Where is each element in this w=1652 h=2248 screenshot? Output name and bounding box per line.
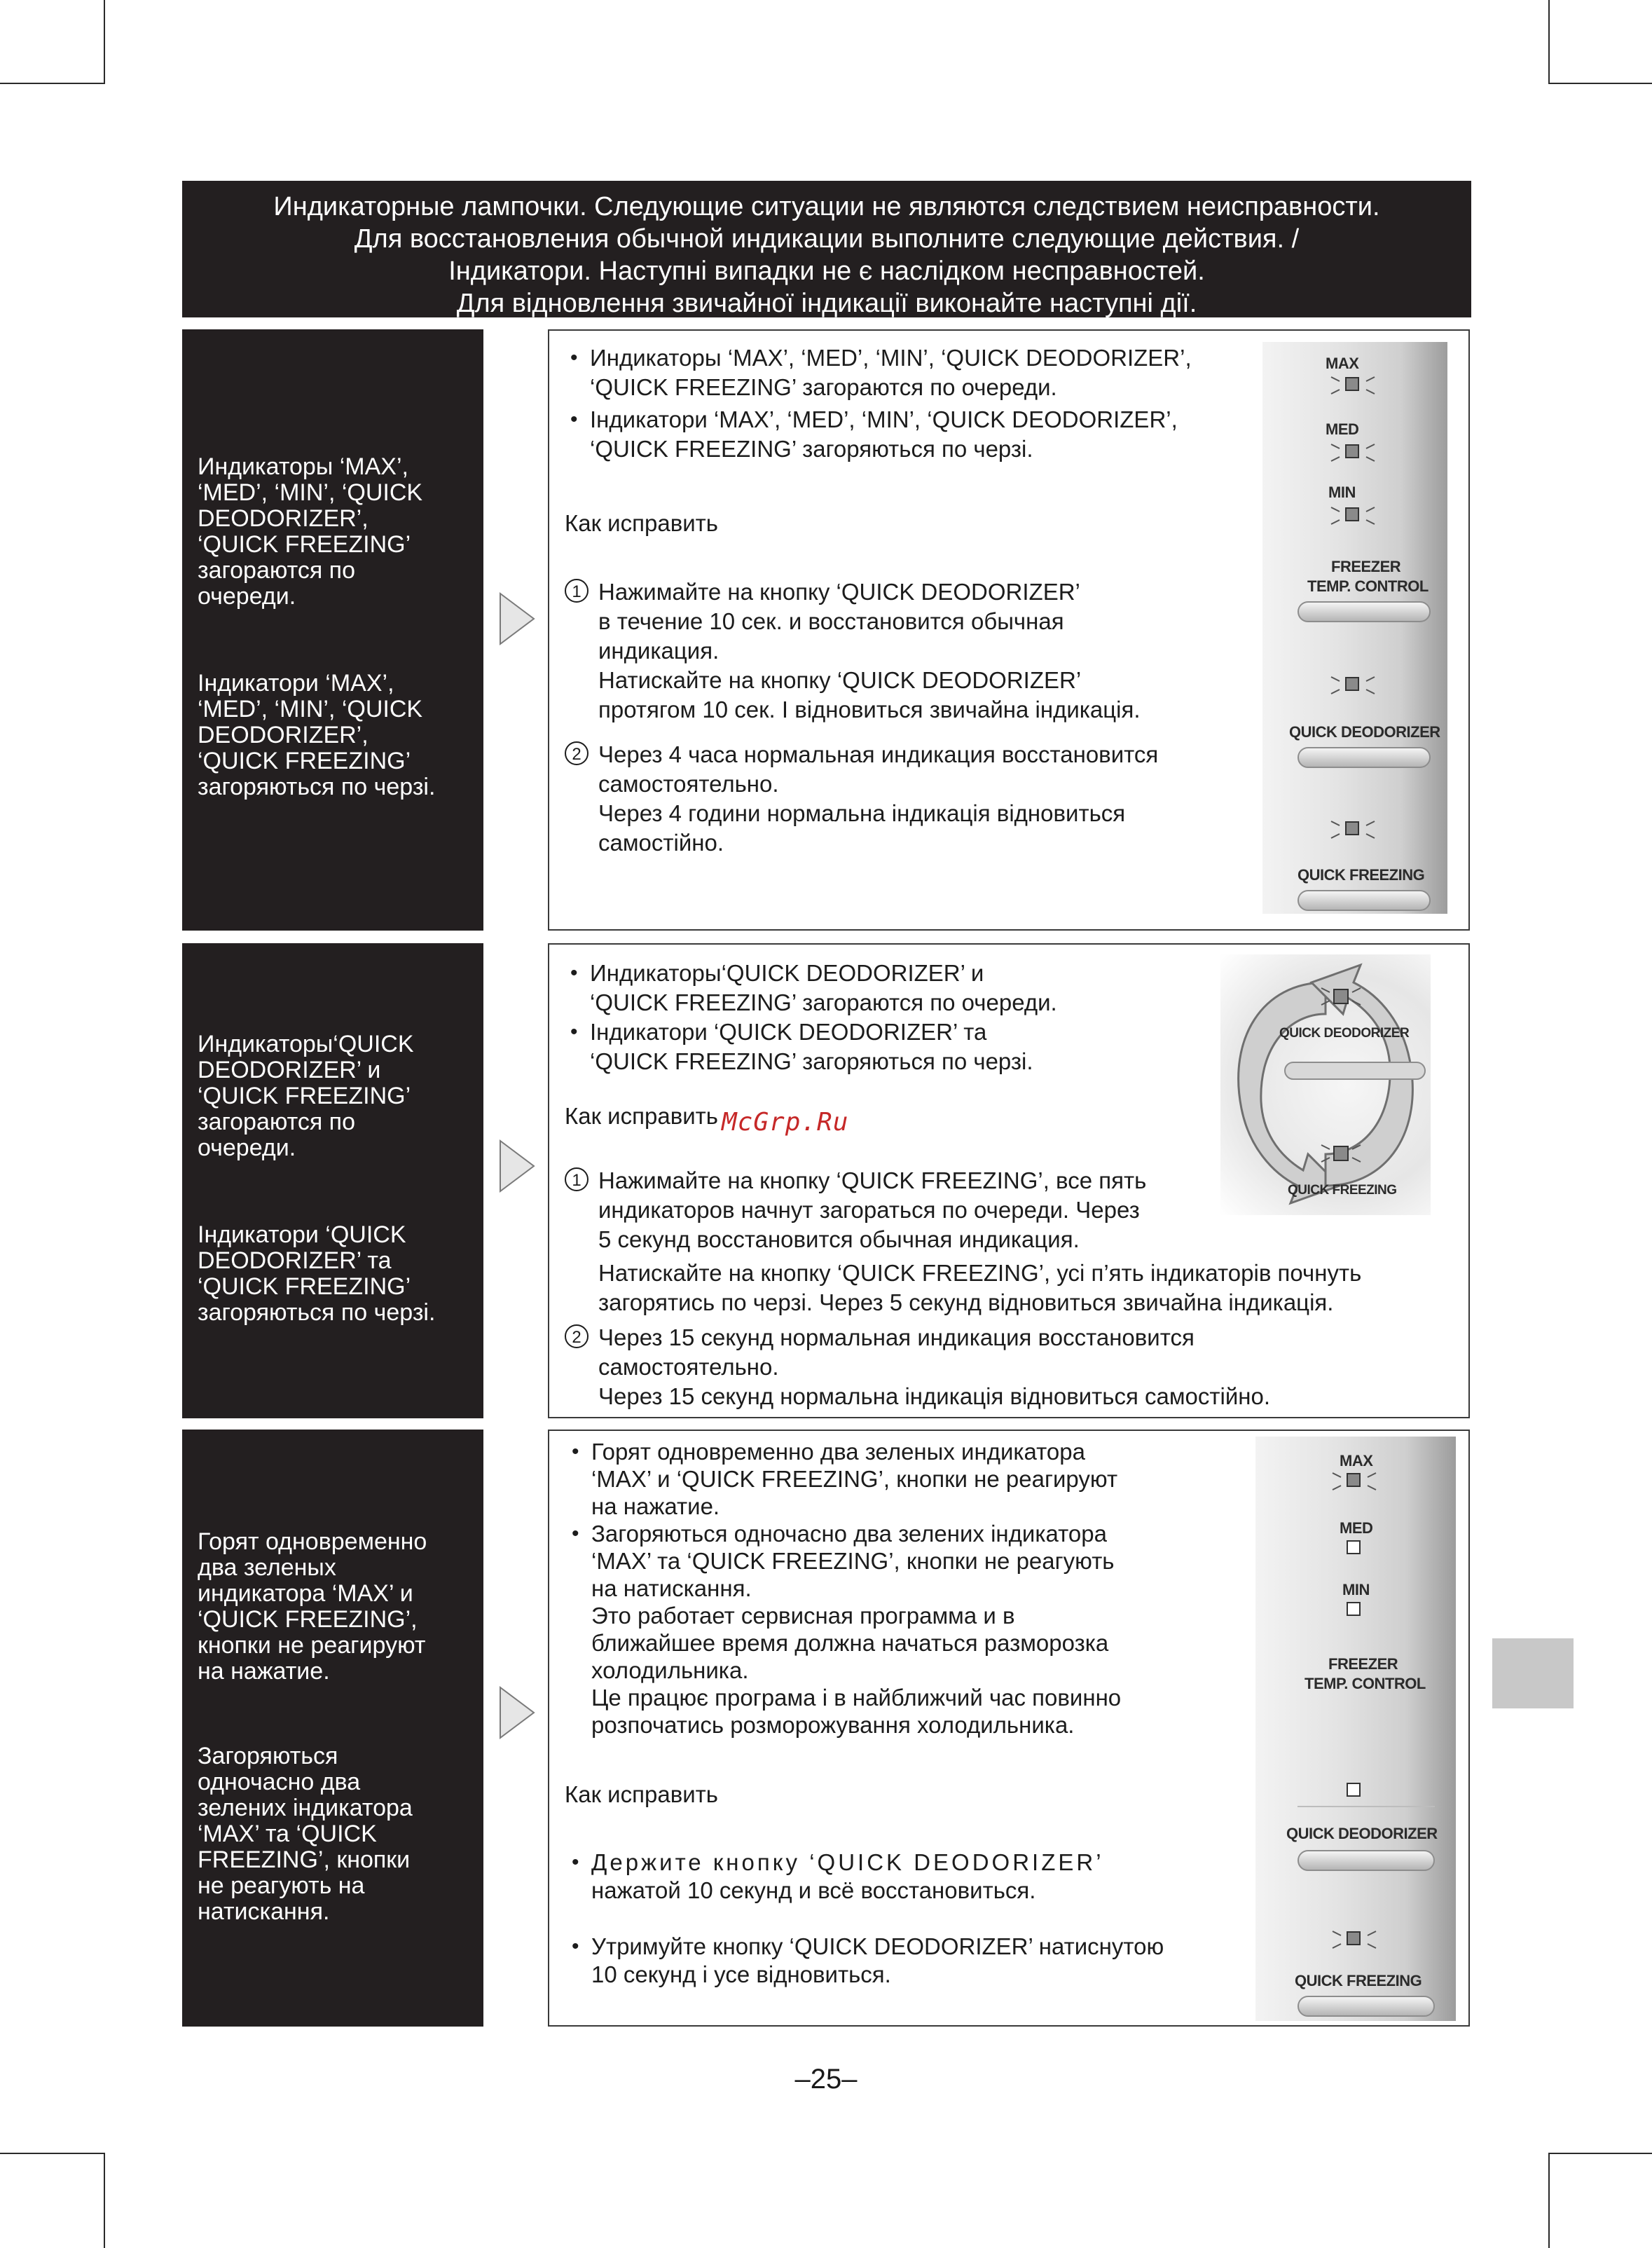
bullet-ru (590, 343, 1192, 402)
text-line: • Індикатори ‘MAX’, ‘MED’, ‘MIN’, ‘QUICK DEODORIZER’, (590, 405, 1178, 434)
led-glow-icon (1255, 1437, 1456, 2021)
text-line: 10 секунд і усе відновиться. (591, 1961, 891, 1987)
step-2 (572, 1323, 1271, 1411)
symptom-uk-line: ‘MAX’ та ‘QUICK (198, 1821, 377, 1847)
symptom-uk-line: ‘QUICK FREEZING’ (198, 748, 411, 774)
symptom-uk-line: DEODORIZER’, (198, 722, 369, 748)
text-line: Це працює програма і в найближчий час повинно (591, 1685, 1122, 1711)
crop-mark (0, 2153, 105, 2154)
label-med: MED (1340, 1519, 1373, 1537)
text-line: • Индикаторы‘QUICK DEODORIZER’ и (590, 959, 1057, 988)
page-number: –25– (794, 2064, 858, 2095)
text-line: холодильника. (591, 1657, 749, 1683)
bullet-ru (591, 1438, 1117, 1520)
symptom-uk-line: DEODORIZER’ та (198, 1247, 392, 1274)
symptom-ru-line: кнопки не реагируют (198, 1632, 426, 1659)
text-line: на натискання. (591, 1575, 752, 1601)
symptom-uk-line: FREEZING’, кнопки (198, 1846, 411, 1873)
crop-mark (1548, 2153, 1652, 2154)
label-quick-freezing: QUICK FREEZING (1295, 1972, 1422, 1989)
text-line: на нажатие. (591, 1493, 720, 1519)
fix-label: Как исправить (565, 1103, 718, 1129)
text-line: индикация. (598, 638, 720, 664)
symptom-ru-line: два зеленых (198, 1554, 336, 1581)
control-panel-illustration (1255, 1437, 1456, 2021)
text-line: • Утримуйте кнопку ‘QUICK DEODORIZER’ натиснутою (591, 1933, 1164, 1961)
fix-uk (591, 1933, 1164, 1989)
arrow-right-icon (499, 592, 535, 645)
step-number: 1 (565, 1167, 588, 1191)
symptom-ru-line: ‘MED’, ‘MIN’, ‘QUICK (198, 479, 423, 506)
text-line: ‘QUICK FREEZING’ загораются по очереди. (590, 989, 1057, 1015)
text-line: ‘MAX’ та ‘QUICK FREEZING’, кнопки не реагують (591, 1548, 1115, 1574)
label-max: MAX (1326, 355, 1359, 372)
text-line: протягом 10 сек. І відновиться звичайна індикація. (598, 697, 1141, 722)
page-header (182, 181, 1471, 317)
step-2 (572, 740, 1159, 858)
section3-symptom (182, 1430, 483, 2027)
bullet-uk (590, 1017, 1033, 1076)
section1-solution (548, 329, 1470, 931)
header-line: Индикаторные лампочки. Следующие ситуации не являются следствием неисправности. (273, 192, 1380, 221)
fix-ru (591, 1849, 1104, 1905)
bullet-uk (590, 405, 1178, 464)
symptom-ru-line: Индикаторы ‘MAX’, (198, 453, 408, 480)
label-temp-control: TEMP. CONTROL (1307, 577, 1429, 595)
crop-mark (1548, 83, 1652, 84)
label-min: MIN (1328, 484, 1356, 501)
label-freezer: FREEZER (1331, 558, 1401, 575)
control-panel-illustration (1262, 342, 1447, 914)
symptom-ru-line: Индикаторы‘QUICK (198, 1031, 414, 1057)
symptom-ru-line: Горят одновременно (198, 1528, 427, 1555)
step-1 (572, 577, 1141, 725)
text-line: Нажимайте на кнопку ‘QUICK FREEZING’, все пять (598, 1167, 1147, 1193)
symptom-uk-line: загоряються по черзі. (198, 774, 436, 800)
text-line: • Загоряються одночасно два зелених індикатора (591, 1520, 1121, 1547)
symptom-uk-line: Індикатори ‘MAX’, (198, 670, 394, 697)
bullet-ru (590, 959, 1057, 1017)
led-glow-icon (1262, 342, 1447, 914)
text-line: самостоятельно. (598, 1354, 779, 1380)
symptom-uk-line: не реагують на (198, 1872, 365, 1899)
text-line: ‘QUICK FREEZING’ загораются по очереди. (590, 374, 1057, 400)
text-line: ‘MAX’ и ‘QUICK FREEZING’, кнопки не реагируют (591, 1466, 1118, 1492)
fix-label: Как исправить (565, 510, 718, 536)
label-quick-deodorizer: QUICK DEODORIZER (1279, 1026, 1410, 1041)
header-line: Для відновлення звичайної індикації виконайте наступні дії. (456, 289, 1197, 318)
text-line: • Горят одновременно два зеленых индикатора (591, 1438, 1117, 1465)
symptom-ru-line: загораются по (198, 557, 356, 584)
text-line: розпочатись розморожування холодильника. (591, 1712, 1075, 1738)
text-line: Это работает сервисная программа и в (591, 1603, 1015, 1629)
bullet-uk (591, 1520, 1121, 1739)
text-line: • Індикатори ‘QUICK DEODORIZER’ та (590, 1017, 1033, 1047)
label-quick-freezing: QUICK FREEZING (1288, 1183, 1397, 1198)
text-line: Нажимайте на кнопку ‘QUICK DEODORIZER’ (598, 579, 1080, 605)
section3-solution (548, 1430, 1470, 2027)
watermark: McGrp.Ru (722, 1108, 849, 1137)
text-line: 5 секунд восстановится обычная индикация. (598, 1226, 1080, 1252)
symptom-ru-line: ‘QUICK FREEZING’ (198, 531, 411, 558)
symptom-ru-line: загораются по (198, 1109, 356, 1135)
alternating-indicators-illustration (1220, 954, 1431, 1215)
text-line: • Индикаторы ‘MAX’, ‘MED’, ‘MIN’, ‘QUICK DEODORIZER’, (590, 343, 1192, 373)
arrow-right-icon (499, 1139, 535, 1193)
crop-mark (1548, 2153, 1550, 2248)
text-line: Натискайте на кнопку ‘QUICK FREEZING’, усі п’ять індикаторів почнуть (598, 1260, 1362, 1286)
label-max: MAX (1340, 1452, 1373, 1469)
symptom-ru-line: очереди. (198, 583, 296, 610)
text-line: самостоятельно. (598, 771, 779, 797)
symptom-ru-line: ‘QUICK FREEZING’, (198, 1606, 418, 1633)
section2-solution (548, 943, 1470, 1418)
step-number: 2 (565, 1324, 588, 1348)
text-line: самостійно. (598, 830, 724, 856)
text-line: нажатой 10 секунд и всё восстановиться. (591, 1877, 1036, 1903)
symptom-uk-line: загоряються по черзі. (198, 1299, 436, 1326)
text-line: Через 4 години нормальна індикація відновиться (598, 800, 1126, 826)
text-line: Через 15 секунд нормальная индикация восстановится (598, 1324, 1195, 1350)
symptom-ru-line: на нажатие. (198, 1658, 330, 1685)
label-med: MED (1326, 420, 1359, 438)
text-line: ‘QUICK FREEZING’ загоряються по черзі. (590, 436, 1033, 462)
text-line: ‘QUICK FREEZING’ загоряються по черзі. (590, 1048, 1033, 1074)
step-number: 2 (565, 741, 588, 765)
symptom-ru-line: DEODORIZER’, (198, 505, 369, 532)
text-line: Через 4 часа нормальная индикация восстановится (598, 741, 1159, 767)
crop-mark (104, 0, 105, 84)
label-quick-deodorizer: QUICK DEODORIZER (1289, 723, 1440, 741)
crop-mark (1548, 0, 1550, 84)
crop-mark (104, 2153, 105, 2248)
text-line: Через 15 секунд нормальна індикація відновиться самостійно. (598, 1383, 1271, 1409)
symptom-uk-line: одночасно два (198, 1769, 361, 1795)
text-line: загорятись по черзі. Через 5 секунд відновиться звичайна індикація. (598, 1289, 1334, 1315)
text-line: в течение 10 сек. и восстановится обычная (598, 608, 1064, 634)
step-number: 1 (565, 579, 588, 603)
crop-mark (0, 83, 105, 84)
fix-label: Как исправить (565, 1781, 718, 1807)
symptom-uk-line: зелених індикатора (198, 1795, 413, 1821)
symptom-ru-line: индикатора ‘MAX’ и (198, 1580, 413, 1607)
label-min: MIN (1342, 1581, 1370, 1598)
label-freezer: FREEZER (1328, 1655, 1398, 1673)
symptom-uk-line: Індикатори ‘QUICK (198, 1221, 406, 1248)
header-line: Для восстановления обычной индикации выполните следующие действия. / (354, 224, 1300, 254)
text-line: Натискайте на кнопку ‘QUICK DEODORIZER’ (598, 667, 1082, 693)
symptom-ru-line: DEODORIZER’ и (198, 1057, 381, 1083)
label-quick-deodorizer: QUICK DEODORIZER (1286, 1825, 1438, 1842)
symptom-uk-line: натискання. (198, 1898, 330, 1925)
chapter-tab (1492, 1638, 1574, 1708)
text-line: • Держите кнопку ‘QUICK DEODORIZER’ (591, 1849, 1104, 1877)
rotate-arrows-icon (1220, 954, 1431, 1215)
symptom-uk-line: ‘QUICK FREEZING’ (198, 1273, 411, 1300)
section1-symptom (182, 329, 483, 931)
text-line: ближайшее время должна начаться разморозка (591, 1630, 1109, 1656)
header-line: Індикатори. Наступні випадки не є наслідком несправностей. (448, 256, 1205, 286)
label-temp-control: TEMP. CONTROL (1305, 1675, 1426, 1692)
symptom-ru-line: очереди. (198, 1135, 296, 1161)
symptom-ru-line: ‘QUICK FREEZING’ (198, 1083, 411, 1109)
label-quick-freezing: QUICK FREEZING (1297, 866, 1425, 884)
symptom-uk-line: ‘MED’, ‘MIN’, ‘QUICK (198, 696, 423, 722)
arrow-right-icon (499, 1686, 535, 1739)
symptom-uk-line: Загоряються (198, 1743, 338, 1769)
text-line: индикаторов начнут загораться по очереди. Через (598, 1197, 1140, 1223)
section2-symptom (182, 943, 483, 1418)
